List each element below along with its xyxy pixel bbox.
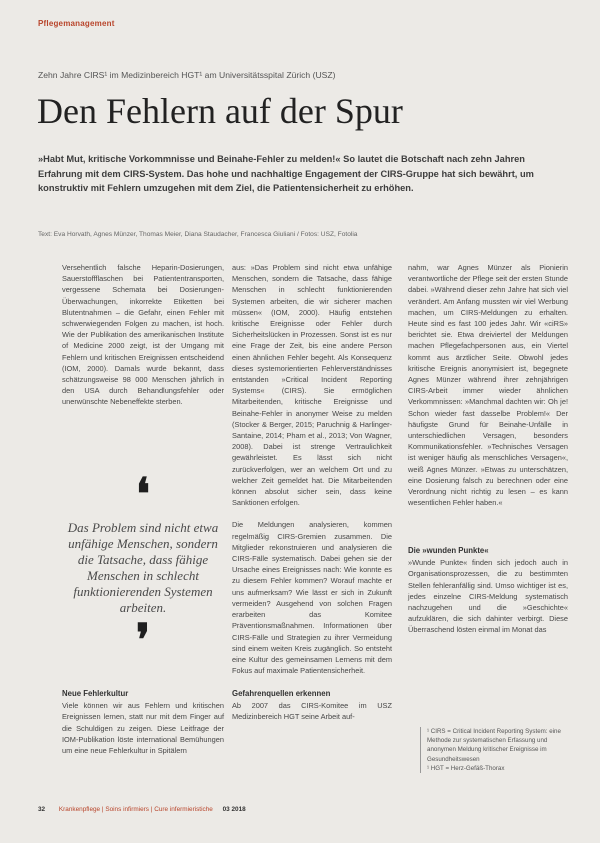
column-3 (408, 262, 568, 519)
subheading: Die »wunden Punkte« (408, 546, 489, 555)
column-2 (232, 262, 392, 687)
body-paragraph: »Wunde Punkte« finden sich jedoch auch in Organisationsprozessen, die zu bestimmten Stellen fehleranfällig sind. Umso wichtiger ist es, jedes einzelne CIRS-Meldung systematisch nachzugehen und die »Geschichte« aufzuklären, die sich dahinter verbirgt. Diese Überraschend lösten einmal im Monat das (408, 558, 568, 635)
footnote (420, 727, 575, 773)
body-paragraph: Ab 2007 das CIRS-Komitee im USZ Medizinbereich HGT seine Arbeit auf- (232, 701, 392, 722)
section-gefahrenquellen (232, 688, 392, 734)
subheading: Neue Fehlerkultur (62, 689, 129, 698)
page-number: 32 (38, 806, 46, 813)
footnote-hgt: ¹ HGT = Herz-Gefäß-Thorax (427, 764, 505, 772)
open-quote-icon: ❛ (135, 470, 151, 519)
section-wunde-punkte (408, 545, 568, 647)
subheading: Gefahrenquellen erkennen (232, 689, 331, 698)
body-paragraph: Die Meldungen analysieren, kommen regelmäßig CIRS-Gremien zusammen. Die Mitglieder rekonstruieren und analysieren die CIRS-Fälle systematisch. Dabei gehen sie der Ursache eines Ereignisses nach: Wie konnte es zu diesem Fehler kommen? Worauf machte er uns aufmerksam? Wie lässt er sich in Zukunft vermeiden? Ausgehend von solchen Fragen erarbeiten das Komitee Präventionsmaßnahmen. Informationen über CIRS-Fälle und Strategien zu ihrer Vermeidung sind einem weiten Kreis zugänglich. So entsteht eine Kultur des gemeinsamen Lernens mit dem Fokus auf maximale Patientensicherheit. (232, 520, 392, 676)
credits-line: Text: Eva Horvath, Agnes Münzer, Thomas Meier, Diana Staudacher, Francesca Giuliani / Fotos: USZ, Fotolia (38, 231, 358, 238)
journal-name: Krankenpflege | Soins infirmiers | Cure infermieristiche (58, 806, 213, 813)
page-footer (38, 806, 558, 813)
section-neue-fehlerkultur (62, 688, 224, 767)
body-paragraph: Viele können wir aus Fehlern und kritischen Ereignissen lernen, statt nur mit dem Finger auf die Schuldigen zu zeigen. Diese Leitfrage der IOM-Publikation löste international Bemühungen um eine neue Fehlerkultur in Spitälern (62, 701, 224, 756)
kicker: Zehn Jahre CIRS¹ im Medizinbereich HGT¹ am Universitätsspital Zürich (USZ) (38, 70, 336, 80)
lead-paragraph: »Habt Mut, kritische Vorkommnisse und Beinahe-Fehler zu melden!« So lautet die Botschaft nach zehn Jahren Erfahrung mit dem CIRS-System. Das hohe und nachhaltige Engagement der CIRS-Gruppe hat sich bewährt, um konstruktiv mit Fehlern umzugehen mit dem Ziel, die Patientensicherheit zu erhöhen. (38, 154, 534, 194)
page-title: Den Fehlern auf der Spur (37, 91, 403, 131)
body-paragraph: aus: »Das Problem sind nicht etwa unfähige Menschen, sondern die Tatsache, dass fähige Menschen in schlecht funktionierenden Systemen arbeiten, die wir sicherer machen müssen« (IOM, 2000). Häufig entstehen kritische Ereignisse oder Fehler durch Sicherheitslücken in Prozessen. Sonst ist es nur eine Frage der Zeit, bis eine andere Person einen ähnlichen Fehler begeht. Als Konsequenz dieses systemorientierten Fehlerverständnisses entstanden »Critical Incident Reporting Systems« (CIRS). Sie ermöglichen Mitarbeitenden, kritische Ereignisse und Beinahe-Fehler in anonymer Weise zu melden (Stocker & Berger, 2015; Paruchnig & Harlinger-Santaine, 2014; Pham et al., 2013; Von Wagner, 2008). Dabei ist strenge Vertraulichkeit gewährleistet. Es lässt sich nicht zurückverfolgen, wer an welchem Ort und zu welcher Zeit gemeldet hat. Die Mitarbeitenden können absolut sicher sein, dass keine Sanktionen erfolgen. (232, 263, 392, 508)
body-paragraph: nahm, war Agnes Münzer als Pionierin verantwortliche der Pflege seit der ersten Stunde dabei. »Während dieser zehn Jahre hat sich viel verändert. Am Anfang mussten wir viel Werbung machen, um CIRS-Meldungen zu erhalten. Heute sind es fast 100 jedes Jahr. Wir «ciRS» berichtet sie. Etwa dreiviertel der Meldungen machen Pflegefachpersonen aus, ein Viertel kommt aus ärztlicher Seite. Obwohl jedes kritische Ereignis anonymisiert ist, begegnete Agnes Münzer während ihrer zehnjährigen CIRS-Arbeit immer wieder ähnlichen Verkommnissen: »Manchmal dachten wir: Oh je! Schon wieder fast dasselbe Problem!« Der häufigste Grund für Beinahe-Unfälle in unterschiedlichen Versagen, besonders Kommunikationsfehler. »Technisches Versagen ist weniger häufig als menschliches Versagen«, weiß Agnes Münzer. »Etwas zu unterschätzen, eine Dosierung falsch zu berechnen oder eine Verordnung nicht richtig zu lesen – es kann wesentlichen Fehler haben.« (408, 263, 568, 508)
issue-label: 03 2018 (222, 806, 246, 813)
body-paragraph: Versehentlich falsche Heparin-Dosierungen, Sauerstoffflaschen bei Patiententransporten, vergessene Schemata bei Dosierungen-Überwachungen, inkorrekte Etiketten bei Blutentnahmen – die Gefahr, einen Fehler mit schwerwiegenden Folgen zu machen, ist hoch. Wie der Publikation des amerikanischen Institute of Medicine 2000 zeigt, ist der Umgang mit Fehlern und kritischen Ereignissen entscheidend (IOM, 2000). Damals wurde bekannt, dass schätzungsweise 98 000 Menschen jährlich in den USA durch Behandlungsfehler oder unerwünschte Nebeneffekte sterben. (62, 263, 224, 407)
pull-quote-block (62, 470, 224, 665)
close-quote-icon: ❜ (135, 616, 151, 665)
section-label: Pflegemanagement (38, 19, 115, 28)
column-1 (62, 262, 224, 419)
footnote-cirs: ¹ CIRS = Critical Incident Reporting System: eine Methode zur systematischen Erfassung und anonymen Meldung kritischer Ereignisse im Gesundheitswesen (427, 728, 561, 763)
pull-quote: Das Problem sind nicht etwa unfähige Menschen, sondern die Tatsache, dass fähige Menschen in schlecht funktionierenden Systemen arbeiten. (67, 520, 219, 615)
